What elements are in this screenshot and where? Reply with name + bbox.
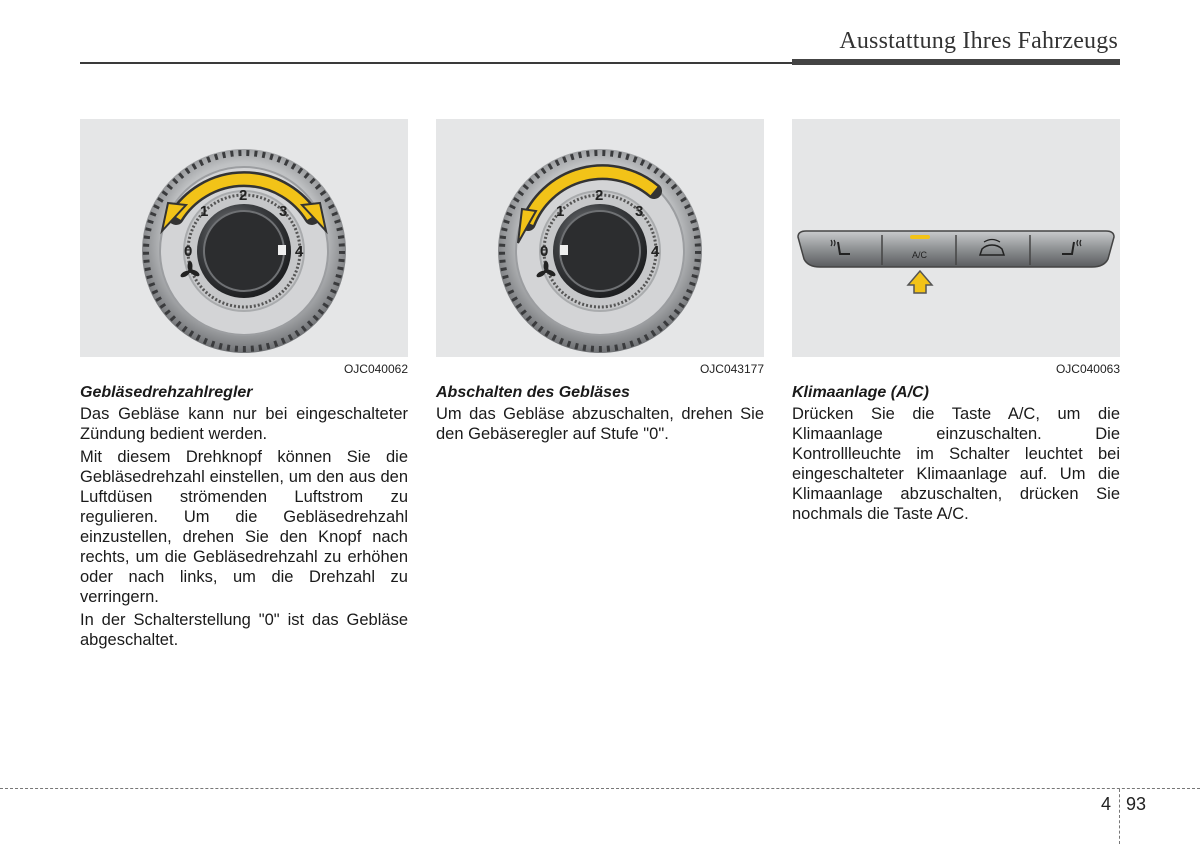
pointer-arrow-icon (908, 271, 932, 293)
figure-code: OJC040063 (1055, 362, 1120, 376)
figure-fan-speed-knob (80, 119, 408, 357)
figure-code: OJC040062 (343, 362, 408, 376)
knob-indicator (278, 245, 286, 255)
section-fan-speed (80, 119, 408, 650)
paragraph: Drücken Sie die Taste A/C, um die Klimaanlage einzuschalten. Die Kontrollleuchte im Schalter leuchtet bei eingeschalteter Klimaanlage auf. Um die Klimaanlage abzuschalten, drücken Sie nochmals die Taste A/C. (792, 405, 1120, 523)
paragraph: Um das Gebläse abzuschalten, drehen Sie den Gebäseregler auf Stufe "0". (436, 405, 764, 443)
knob-label-4: 4 (651, 243, 660, 260)
knob-label-3: 3 (279, 203, 288, 220)
paragraph: Das Gebläse kann nur bei eingeschalteter Zündung bedient werden. (80, 405, 408, 443)
chapter-number: 4 (1101, 794, 1112, 814)
knob-label-2: 2 (239, 187, 248, 204)
page-number: 93 (1126, 794, 1147, 814)
fan-knob-illustration (80, 119, 408, 357)
knob-label-0: 0 (540, 243, 549, 260)
page-header-title: Ausstattung Ihres Fahrzeugs (839, 28, 1118, 54)
section-caption: Gebläsedrehzahlregler (80, 384, 253, 401)
section-fan-off (436, 119, 764, 444)
footer-vertical-divider (1119, 789, 1120, 844)
footer-dashed-rule (0, 788, 1200, 789)
knob-label-1: 1 (200, 203, 209, 220)
section-caption: Klimaanlage (A/C) (792, 384, 929, 401)
knob-label-0: 0 (184, 243, 193, 260)
section-air-conditioning (792, 119, 1120, 524)
figure-fan-off-knob (436, 119, 764, 357)
knob-label-4: 4 (295, 243, 304, 260)
knob-indicator (560, 245, 568, 255)
ac-panel-illustration (792, 119, 1120, 357)
fan-off-knob-illustration (436, 119, 764, 357)
paragraph: In der Schalterstellung "0" ist das Gebläse abgeschaltet. (80, 611, 408, 649)
paragraph: Mit diesem Drehknopf können Sie die Gebläsedrehzahl einstellen, um den aus den Luftdüsen strömenden Luftstrom zu regulieren. Um die Gebläsedrehzahl einzustellen, drehen Sie den Knopf nach rechts, um die Gebläsedrehzahl zu erhöhen oder nach links, um die Drehzahl zu verringern. (80, 448, 408, 606)
figure-ac-panel (792, 119, 1120, 357)
ac-indicator-light (910, 235, 930, 239)
knob-label-3: 3 (635, 203, 644, 220)
knob-label-1: 1 (556, 203, 565, 220)
knob-label-2: 2 (595, 187, 604, 204)
ac-button-label: A/C (912, 250, 928, 260)
header-rule-accent (792, 59, 1120, 65)
figure-code: OJC043177 (699, 362, 764, 376)
section-caption: Abschalten des Gebläses (436, 384, 630, 401)
